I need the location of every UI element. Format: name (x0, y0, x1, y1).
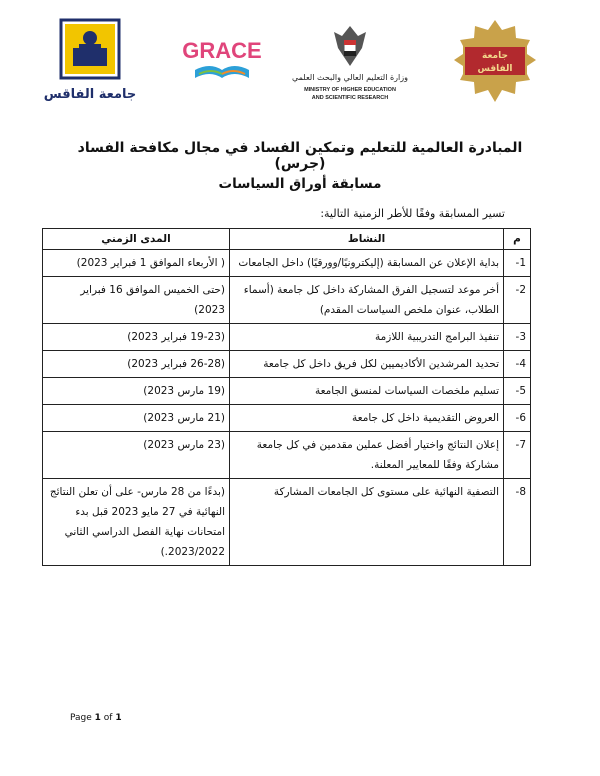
row-activity: التصفية النهائية على مستوى كل الجامعات المشاركة (230, 479, 504, 566)
university-logo (43, 18, 137, 108)
row-activity: تحديد المرشدين الأكاديميين لكل فريق داخل كل جامعة (230, 351, 504, 378)
table-row (43, 378, 531, 405)
table-row (43, 432, 531, 479)
seal-logo (440, 18, 550, 108)
table-row (43, 479, 531, 566)
page-footer (70, 713, 122, 723)
row-num: 4- (504, 351, 531, 378)
row-num: 2- (504, 277, 531, 324)
table-row (43, 405, 531, 432)
intro-text: تسير المسابقة وفقًا للأطر الزمنية التالية: (320, 207, 505, 220)
table-row (43, 324, 531, 351)
row-num: 6- (504, 405, 531, 432)
row-num: 1- (504, 250, 531, 277)
seal-text-1: جامعة (482, 51, 508, 61)
document-title: المبادرة العالمية للتعليم وتمكين الفساد في مجال مكافحة الفساد (جرس) (77, 140, 523, 172)
row-timeline: (23 مارس 2023) (43, 432, 230, 479)
seal-text-2: الفاقس (477, 64, 513, 74)
row-activity: بداية الإعلان عن المسابقة (إليكترونيًا/وورقيًا) داخل الجامعات (230, 250, 504, 277)
row-timeline: (حتى الخميس الموافق 16 فبراير 2023) (43, 277, 230, 324)
footer-page-total: 1 (115, 713, 122, 723)
row-activity: العروض التقديمية داخل كل جامعة (230, 405, 504, 432)
ministry-arabic-text: وزارة التعليم العالي والبحث العلمي (292, 73, 408, 82)
header-logos (0, 18, 600, 108)
row-num: 3- (504, 324, 531, 351)
footer-of: of (100, 713, 116, 723)
table-row (43, 277, 531, 324)
university-logo-text: جامعة الفاقس (43, 87, 137, 102)
row-timeline: (بدءًا من 28 مارس- على أن تعلن النتائج النهائية في 27 مايو 2023 قبل بدء امتحانات نهاية الفصل الدراسي الثاني 2023/2022.) (43, 479, 230, 566)
row-timeline: (26-28 فبراير 2023) (43, 351, 230, 378)
ministry-logo (290, 18, 410, 108)
footer-prefix: Page (70, 713, 95, 723)
table-row (43, 351, 531, 378)
grace-logo-text: GRACE (182, 38, 262, 63)
header-num: م (504, 229, 531, 250)
table-row (43, 250, 531, 277)
row-num: 8- (504, 479, 531, 566)
row-activity: أخر موعد لتسجيل الفرق المشاركة داخل كل جامعة (أسماء الطلاب، عنوان ملخص السياسات المقدم) (230, 277, 504, 324)
grace-logo (175, 18, 270, 108)
row-num: 7- (504, 432, 531, 479)
footer-page-num: 1 (94, 713, 101, 723)
schedule-table (42, 228, 531, 566)
row-timeline: (21 مارس 2023) (43, 405, 230, 432)
row-timeline: (19 مارس 2023) (43, 378, 230, 405)
ministry-english-text-1: MINISTRY OF HIGHER EDUCATION (304, 87, 396, 93)
header-activity: النشاط (230, 229, 504, 250)
row-num: 5- (504, 378, 531, 405)
row-timeline: (19-23 فبراير 2023) (43, 324, 230, 351)
row-activity: تنفيذ البرامج التدريبية اللازمة (230, 324, 504, 351)
header-timeline: المدى الزمني (43, 229, 230, 250)
row-activity: إعلان النتائج واختيار أفضل عملين مقدمين في كل جامعة مشاركة وفقًا للمعايير المعلنة. (230, 432, 504, 479)
row-timeline: ( الأربعاء الموافق 1 فبراير 2023) (43, 250, 230, 277)
row-activity: تسليم ملخصات السياسات لمنسق الجامعة (230, 378, 504, 405)
document-subtitle: مسابقة أوراق السياسات (218, 176, 382, 192)
ministry-english-text-2: AND SCIENTIFIC RESEARCH (311, 95, 389, 101)
table-header-row (43, 229, 531, 250)
